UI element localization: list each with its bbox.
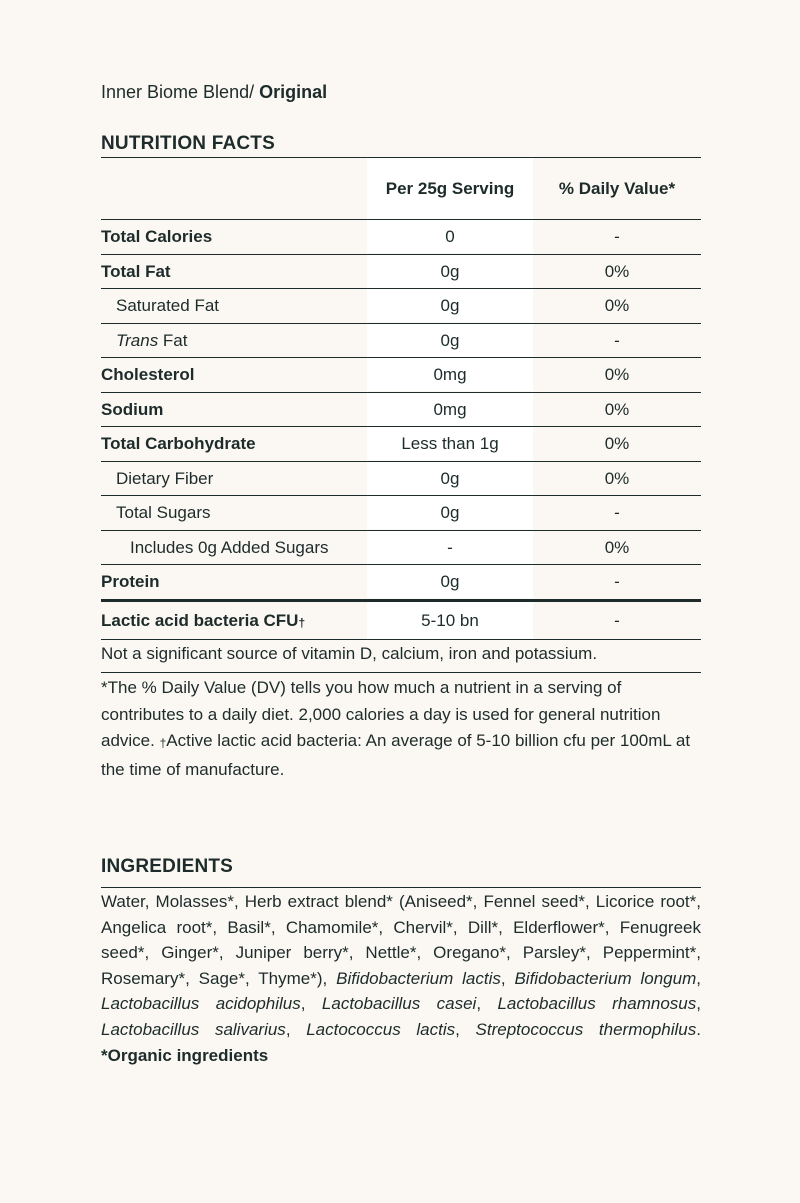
column-header-serving: Per 25g Serving: [367, 158, 533, 219]
serving-value: -: [367, 531, 533, 564]
nutrient-name: [101, 602, 367, 639]
bacteria-name: Streptococcus thermophilus: [475, 1019, 697, 1039]
daily-value: -: [614, 330, 620, 350]
daily-value: 0%: [604, 296, 630, 315]
serving-value: 0mg: [367, 358, 533, 391]
bacteria-name: Lactococcus lactis: [306, 1019, 456, 1039]
nutrient-name-rest: Fat: [158, 330, 188, 350]
nutrient-name: Sodium: [101, 399, 164, 419]
serving-value: 0g: [367, 289, 533, 322]
table-row: [101, 564, 701, 599]
column-header-daily-value: % Daily Value*: [558, 178, 676, 198]
daily-value: -: [614, 572, 620, 591]
daily-value: -: [614, 610, 620, 630]
nutrient-name: Total Carbohydrate: [101, 434, 256, 453]
table-row: [101, 288, 701, 323]
daily-value: 0%: [604, 399, 630, 419]
daily-value: 0%: [604, 365, 630, 384]
serving-value: 0g: [367, 462, 533, 495]
daily-value: 0%: [604, 434, 630, 453]
table-header: [101, 158, 701, 219]
serving-value: 0g: [367, 565, 533, 598]
organic-note: *Organic ingredients: [101, 1045, 269, 1065]
nutrient-name: Total Fat: [101, 261, 171, 281]
daily-value: 0%: [604, 261, 630, 281]
serving-value: 0g: [367, 496, 533, 529]
bacteria-name: Lactobacillus salivarius: [101, 1019, 286, 1039]
ingredients-plain: Water, Molasses*, Herb extract blend* (Aniseed*, Fennel seed*, Licorice root*, Angelica root*, Basil*, Chamomile*, Chervil*, Dill*, Elderflower*, Fenugreek seed*, Ginger*, Juniper berry*, Nettle*, Oregano*, Parsley*, Peppermint*, Rosemary*, Sage*, Thyme*),: [101, 892, 701, 988]
bacteria-name: Lactobacillus rhamnosus: [497, 994, 697, 1014]
serving-value: 5-10 bn: [367, 602, 533, 639]
nutrient-name-italic: Trans: [116, 330, 159, 350]
nutrient-name: Includes 0g Added Sugars: [130, 537, 329, 557]
serving-value: 0g: [367, 255, 533, 288]
daily-value: -: [614, 227, 620, 246]
nutrient-name: [101, 324, 367, 357]
note-dv-text-1: *The % Daily Value (DV) tells you how much a nutrient in a serving of contributes to a daily diet. 2,000 calories a day is used for general nutrition advice.: [101, 678, 661, 750]
nutrient-name: Dietary Fiber: [116, 468, 214, 488]
table-row: [101, 530, 701, 565]
bacteria-name: Lactobacillus acidophilus: [101, 994, 301, 1014]
nutrient-name: Protein: [101, 572, 160, 591]
serving-value: 0: [367, 220, 533, 253]
daily-value: 0%: [604, 468, 630, 488]
bacteria-name: Bifidobacterium longum: [514, 968, 697, 988]
table-row: [101, 426, 701, 461]
table-row: [101, 461, 701, 496]
serving-value: 0mg: [367, 393, 533, 426]
nutrition-facts-heading: NUTRITION FACTS: [101, 133, 275, 154]
table-row: [101, 219, 701, 254]
nutrient-name: Total Calories: [101, 227, 213, 246]
table-row: [101, 323, 701, 358]
daily-value: -: [614, 503, 620, 522]
serving-value: Less than 1g: [367, 427, 533, 460]
ingredients-heading: INGREDIENTS: [101, 856, 234, 877]
dagger-symbol: †: [298, 615, 306, 630]
table-row: [101, 392, 701, 427]
nutrition-table: [101, 158, 701, 639]
note-daily-value: [101, 675, 701, 783]
bacteria-name: Bifidobacterium lactis: [336, 968, 501, 988]
nutrient-name: Saturated Fat: [116, 296, 220, 315]
nutrient-name-text: Lactic acid bacteria CFU: [101, 610, 299, 630]
note-sources: Not a significant source of vitamin D, calcium, iron and potassium.: [101, 644, 598, 663]
serving-value: 0g: [367, 324, 533, 357]
notes-divider: [101, 672, 701, 673]
nutrient-name: Total Sugars: [116, 503, 211, 522]
table-row: [101, 357, 701, 392]
ingredients-list: Water, Molasses*, Herb extract blend* (Aniseed*, Fennel seed*, Licorice root*, Angelica root*, Basil*, Chamomile*, Chervil*, Dill*, Elderflower*, Fenugreek seed*, Ginger*, Juniper berry*, Nettle*, Oregano*, Parsley*, Peppermint*, Rosemary*, Sage*, Thyme*), Bifidobacterium lactis, Bifidobacterium longum, Lactobacillus acidophilus, Lactobacillus casei, Lactobacillus rhamnosus, Lactobacillus salivarius, Lactococcus lactis, Streptococcus thermophilus. *Organic ingredients: [101, 892, 701, 1065]
table-bottom-divider: [101, 639, 701, 640]
note-dv-text-2: Active lactic acid bacteria: An average of 5-10 billion cfu per 100mL at the time of manufacture.: [101, 731, 691, 779]
product-name: Inner Biome Blend/: [101, 82, 255, 102]
table-row: [101, 495, 701, 530]
dagger-symbol: †: [159, 736, 167, 750]
table-row: [101, 599, 701, 639]
daily-value: 0%: [604, 537, 630, 557]
table-row: [101, 254, 701, 289]
ingredients-divider: [101, 887, 701, 888]
nutrient-name: Cholesterol: [101, 365, 195, 384]
product-variant: Original: [259, 82, 328, 102]
product-title: [101, 82, 327, 103]
bacteria-name: Lactobacillus casei: [321, 994, 477, 1014]
